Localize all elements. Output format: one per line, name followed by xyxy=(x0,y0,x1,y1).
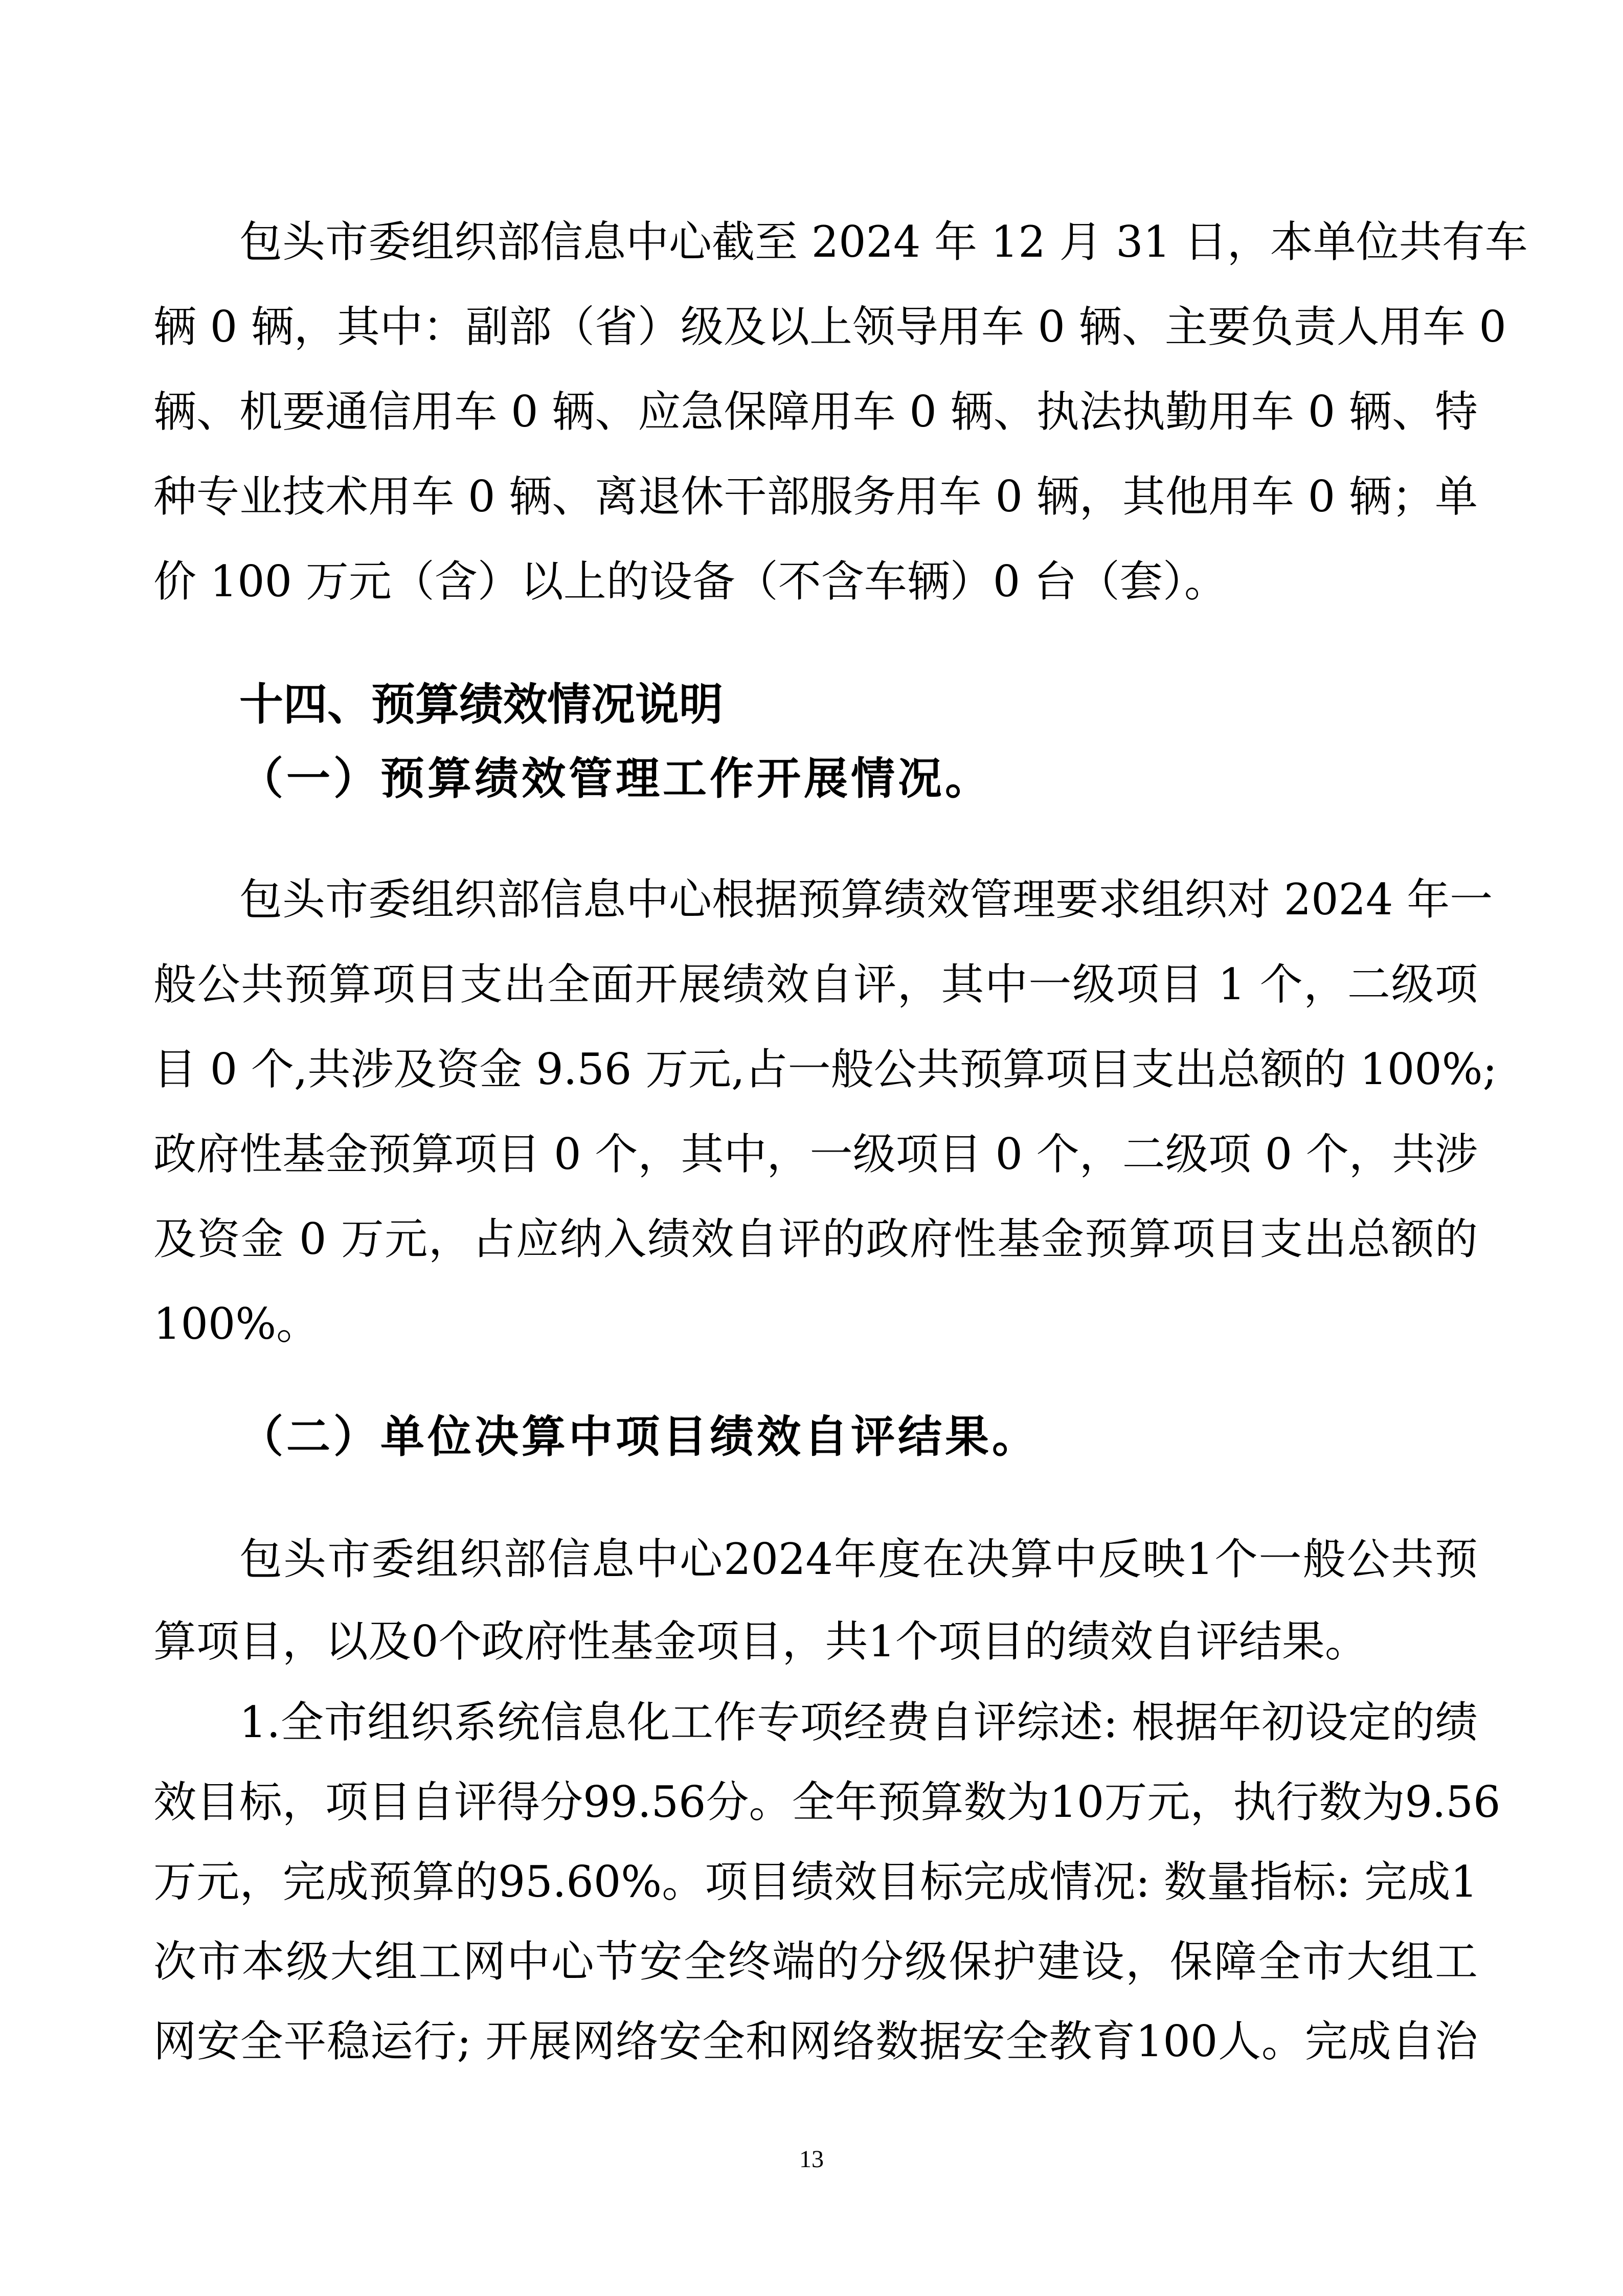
text-line: 包头市委组织部信息中心2024年度在决算中反映1个一般公共预 xyxy=(239,1534,1478,1584)
text-line: 1.全市组织系统信息化工作专项经费自评综述: 根据年初设定的绩 xyxy=(239,1697,1478,1747)
subheading-project-results: （二）单位决算中项目绩效自评结果。 xyxy=(239,1411,1039,1462)
text-line: 包头市委组织部信息中心截至 2024 年 12 月 31 日，本单位共有车 xyxy=(239,217,1528,267)
text-line: 辆 0 辆，其中：副部（省）级及以上领导用车 0 辆、主要负责人用车 0 xyxy=(153,302,1506,352)
subheading-performance-management: （一）预算绩效管理工作开展情况。 xyxy=(239,753,992,804)
text-line: 100%。 xyxy=(153,1299,320,1349)
text-line: 包头市委组织部信息中心根据预算绩效管理要求组织对 2024 年一 xyxy=(239,874,1493,925)
text-line: 次市本级大组工网中心节安全终端的分级保护建设，保障全市大组工 xyxy=(153,1937,1478,1987)
text-line: 效目标，项目自评得分99.56分。全年预算数为10万元，执行数为9.56 xyxy=(153,1777,1501,1827)
text-line: 般公共预算项目支出全面开展绩效自评，其中一级项目 1 个，二级项 xyxy=(153,959,1478,1009)
text-line: 目 0 个,共涉及资金 9.56 万元,占一般公共预算项目支出总额的 100%; xyxy=(153,1044,1497,1094)
text-line: 及资金 0 万元，占应纳入绩效自评的政府性基金预算项目支出总额的 xyxy=(153,1214,1478,1264)
text-line: 万元，完成预算的95.60%。项目绩效目标完成情况: 数量指标: 完成1 xyxy=(153,1857,1478,1907)
text-line: 算项目，以及0个政府性基金项目，共1个项目的绩效自评结果。 xyxy=(153,1616,1368,1667)
text-line: 网安全平稳运行; 开展网络安全和网络数据安全教育100人。完成自治 xyxy=(153,2016,1478,2066)
text-line: 政府性基金预算项目 0 个，其中，一级项目 0 个，二级项 0 个，共涉 xyxy=(153,1129,1478,1179)
text-line: 种专业技术用车 0 辆、离退休干部服务用车 0 辆，其他用车 0 辆；单 xyxy=(153,471,1478,522)
page-number: 13 xyxy=(799,2146,824,2173)
text-line: 价 100 万元（含）以上的设备（不含车辆）0 台（套）。 xyxy=(153,556,1227,606)
section-heading: 十四、预算绩效情况说明 xyxy=(239,679,723,730)
text-line: 辆、机要通信用车 0 辆、应急保障用车 0 辆、执法执勤用车 0 辆、特 xyxy=(153,387,1478,437)
